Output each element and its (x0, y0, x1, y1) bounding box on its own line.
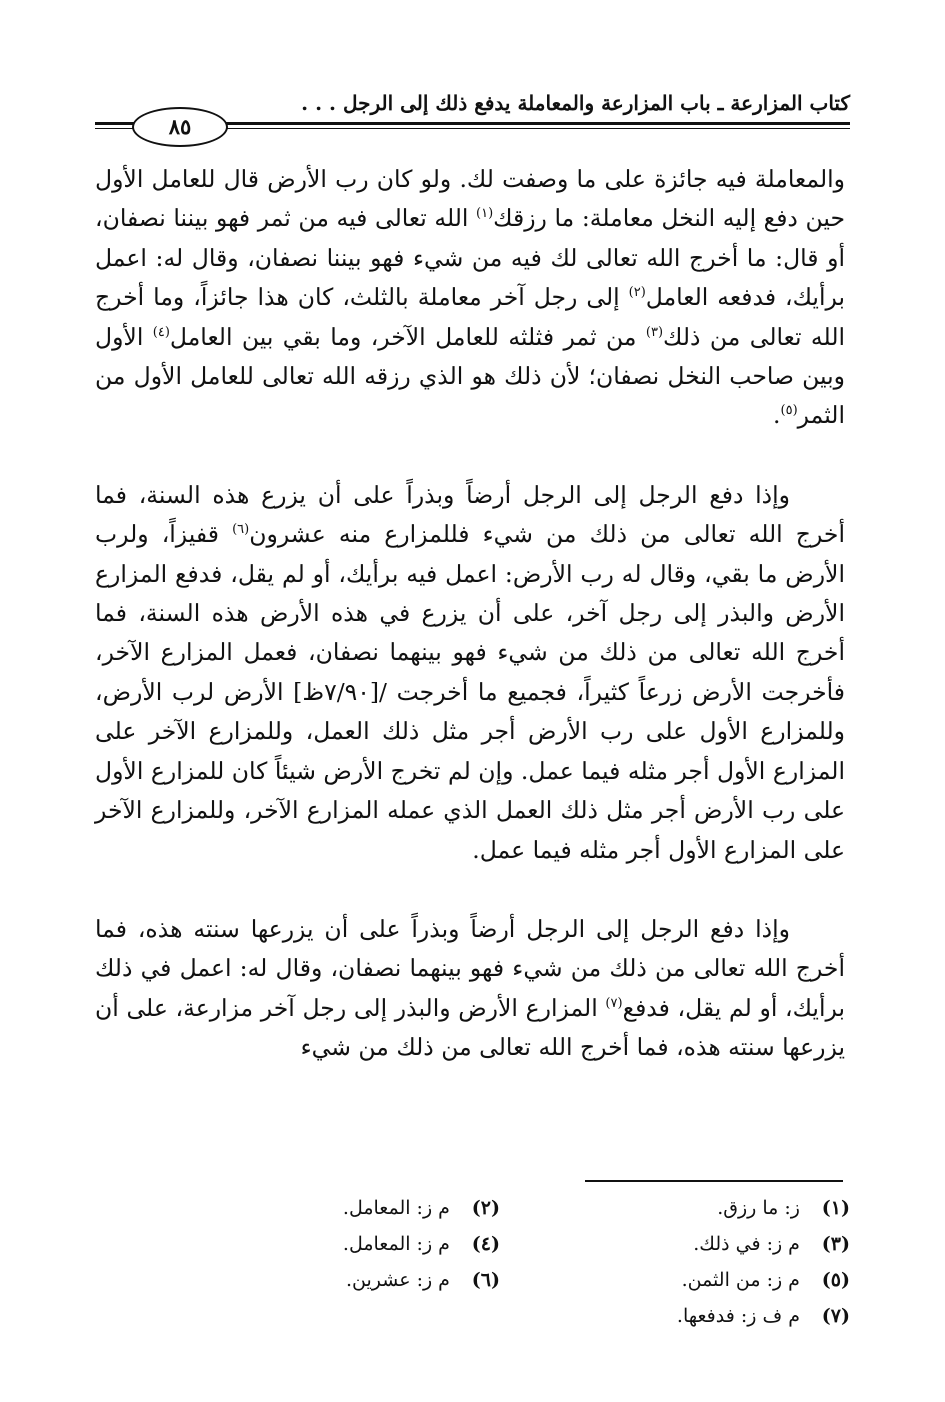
footnote-number: (٦) (471, 1269, 500, 1291)
footnote-text: ز: ما رزق. (717, 1197, 800, 1219)
footnote-number: (٥) (821, 1269, 850, 1291)
footnote-marker-3: (٣) (645, 324, 664, 340)
text-run: . (773, 401, 781, 430)
footnote-number: (٣) (821, 1233, 850, 1255)
footnote-7 (480, 1298, 850, 1334)
running-title: كتاب المزارعة ـ باب المزارعة والمعاملة يدفع ذلك إلى الرجل . . . (301, 91, 850, 115)
text-run: قفيزاً، ولرب الأرض ما بقي، وقال له رب الأرض: اعمل فيه برأيك، أو لم يقل، فدفع المزارع الأرض والبذر إلى رجل آخر، على أن يزرع في هذه الأرض هذه السنة، فما أخرج الله تعالى من ذلك من شيء فهو بينهما نصفان، فعمل المزارع الآخر، فأخرجت الأرض زرعاً كثيراً، فجميع ما أخرجت /[٧/٩٠ظ] الأرض لرب الأرض، وللمزارع الأول على رب الأرض أجر مثل ذلك العمل، وللمزارع الآخر على المزارع الأول أجر مثله فيما عمل. وإن لم تخرج الأرض شيئاً كان للمزارع الأول على رب الأرض أجر مثل ذلك العمل الذي عمله المزارع الآخر، وللمزارع الآخر على المزارع الأول أجر مثله فيما عمل. (95, 520, 845, 864)
text-run: وإذا دفع الرجل إلى الرجل أرضاً وبذراً على أن يزرعها سنته هذه، فما أخرج الله تعالى من ذلك من شيء فهو بينهما نصفان، وقال له: اعمل في ذلك برأيك، أو لم يقل، فدفع (95, 914, 845, 1022)
paragraph-3 (95, 910, 845, 1068)
text-run: المزارع الأرض والبذر إلى رجل آخر مزارعة، على أن يزرعها سنته هذه، فما أخرج الله تعالى من ذلك من شيء (95, 993, 845, 1062)
footnote-row (150, 1262, 850, 1298)
footnotes (150, 1190, 850, 1334)
footnote-number: (٢) (471, 1197, 500, 1219)
text-run: من ثمر فثلثه للعامل الآخر، وما بقي بين العامل (169, 322, 646, 351)
footnote-text: م ز: المعامل. (342, 1233, 450, 1255)
footnote-3 (500, 1226, 850, 1262)
footnote-5 (500, 1262, 850, 1298)
footnote-number: (٤) (471, 1233, 500, 1255)
paragraph-1 (95, 160, 845, 436)
footnote-row (150, 1298, 850, 1334)
footnote-marker-6: (٦) (232, 522, 250, 538)
footnote-marker-2: (٢) (628, 285, 646, 301)
footnote-row (150, 1226, 850, 1262)
footnote-separator (585, 1180, 843, 1182)
text-run: وإذا دفع الرجل إلى الرجل أرضاً وبذراً على أن يزرع هذه السنة، فما أخرج الله تعالى من ذلك من شيء فللمزارع منه عشرون (95, 480, 845, 549)
page-number: ٨٥ (132, 107, 228, 147)
footnote-2 (150, 1190, 500, 1226)
footnote-number: (٧) (821, 1305, 850, 1327)
footnote-text: م ز: من الثمن. (681, 1269, 800, 1291)
footnote-row (150, 1190, 850, 1226)
footnote-marker-4: (٤) (152, 324, 170, 340)
footnote-text: م ز: المعامل. (342, 1197, 450, 1219)
footnote-number: (١) (821, 1197, 850, 1219)
footnote-marker-1: (١) (476, 206, 494, 222)
footnote-text: م ز: في ذلك. (693, 1233, 800, 1255)
footnote-6 (150, 1262, 500, 1298)
footnote-marker-5: (٥) (780, 403, 798, 419)
footnote-marker-7: (٧) (605, 995, 623, 1011)
text-run: إلى رجل آخر معاملة بالثلث، كان هذا جائزاً، وما أخرج الله تعالى من ذلك (95, 283, 846, 351)
main-text (95, 160, 845, 1068)
footnote-text: م ز: عشرين. (345, 1269, 450, 1291)
footnote-text: م ف ز: فدفعها. (676, 1305, 800, 1327)
text-run: والمعاملة فيه جائزة على ما وصفت لك. ولو كان رب الأرض قال للعامل الأول حين دفع إليه النخل معاملة: ما رزقك (95, 165, 845, 233)
footnote-1 (500, 1190, 850, 1226)
footnote-4 (150, 1226, 500, 1262)
text-run: الأول وبين صاحب النخل نصفان؛ لأن ذلك هو الذي رزقه الله تعالى للعامل الأول من الثمر (95, 322, 845, 430)
paragraph-2 (95, 476, 845, 870)
text-run: الله تعالى فيه من ثمر فهو بيننا نصفان، أو قال: ما أخرج الله تعالى لك فيه من شيء فهو بيننا نصفان، وقال له: اعمل برأيك، فدفعه العامل (95, 204, 845, 312)
